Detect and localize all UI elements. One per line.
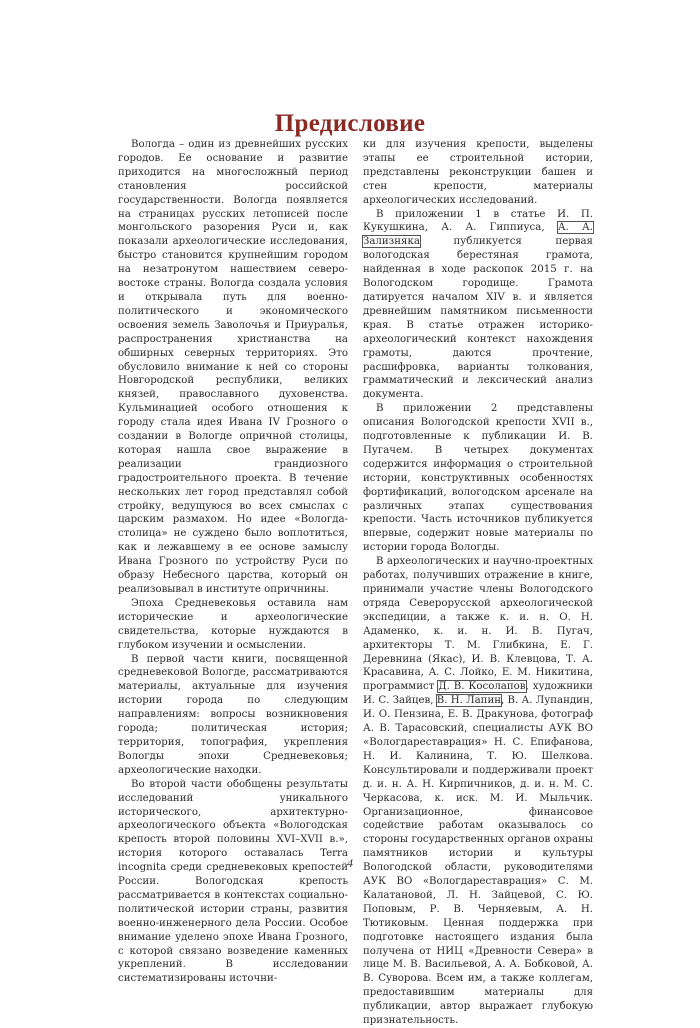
page-number: 4	[347, 856, 353, 870]
text-run: В приложении 1 в статье И. П. Кукушкина, А. А. Гиппиуса,	[363, 208, 593, 234]
text-run: В археологических и научно-проектных работах, получивших отражение в книге, принимали участие члены Вологодского отряда Северорусской археологической экспедиции, а также к. и. н. О. Н. Адаменко, к. и. н. И. В. Пугач, архитекторы Т. М. Глибкина, Е. Г. Деревнина (Якас), И. В. Клевцова, Т. А. Красавина, А. С. Лойко, Е. М. Никитина, программист	[363, 556, 593, 693]
page-title: Предисловие	[274, 109, 426, 137]
paragraph	[363, 555, 593, 1028]
text-run: публикуется первая вологодская берестяная грамота, найденная в ходе раскопок 2015 г. на Вологодском городище. Грамота датируется началом XIV в. и является древнейшим памятником письменности края. В статье отражен историко-археологический контекст нахождения грамоты, даются прочтение, расшифровка, варианты толкования, грамматический и лексический анализ документа.	[363, 236, 593, 401]
memorial-name-box: А. А. Зализняка	[363, 222, 593, 248]
paragraph: Вологда – один из древнейших русских городов. Ее основание и развитие приходится на многосложный период становления российской государственности. Вологда появляется на страницах русских летописей после монгольского разорения Руси и, как показали археологические исследования, быстро становится крупнейшим городом на незатронутом нашествием северо-востоке страны. Вологда создала условия и открывала путь для военно-политического и экономического освоения земель Заволочья и Приуралья, распространения христианства на обширных северных территориях. Это обусловило внимание к ней со стороны Новгородской республики, великих князей, православного духовенства. Кульминацией особого отношения к городу стала идея Ивана IV Грозного о создании в Вологде опричной столицы, которая нашла свое выражение в реализации грандиозного градостроительного проекта. В течение нескольких лет город представлял собой стройку, ведущуюся во всех смыслах с царским размахом. Но идее «Вологда-столица» не суждено было воплотиться, как и лежавшему в ее основе замыслу Ивана Грозного по устройству Руси по образу Небесного царства, который он реализовывал в институте опричнины.	[118, 139, 348, 595]
memorial-name-box: В. Н. Лапин	[436, 695, 502, 707]
paragraph: В приложении 2 представлены описания Вологодской крепости XVII в., подготовленные к публикации И. В. Пугачем. В четырех документах содержится информация о строительной истории, конструктивных особенностях фортификаций, вологодском арсенале на различных этапах существования крепости. Часть источников публикуется впервые, содержит новые материалы по истории города Вологды.	[363, 403, 593, 554]
paragraph: Эпоха Средневековья оставила нам исторические и археологические свидетельства, которые нуждаются в глубоком изучении и осмыслении.	[118, 597, 348, 651]
paragraph: ки для изучения крепости, выделены этапы ее строительной истории, представлены реконструкции башен и стен крепости, материалы археологических исследований.	[363, 139, 593, 206]
right-column	[363, 138, 593, 1028]
paragraph: В первой части книги, посвященной средневековой Вологде, рассматриваются материалы, актуальные для изучения истории города по следующим направлениям: вопросы возникновения города; политическая история; территория, топография, укрепления Вологды эпохи Средневековья; археологические находки.	[118, 653, 348, 776]
memorial-name-box: Д. В. Косолапов	[438, 681, 526, 693]
text-run: , В. А. Лупандин, И. О. Пензина, Е. В. Дракунова, фотограф А. В. Тарасовский, специалисты АУК ВО «Вологдареставрация» Н. С. Епифанова, Н. И. Калинина, Т. Ю. Шелкова. Консультировали и поддерживали проект д. и. н. А. Н. Кирпичников, д. и. н. М. С. Черкасова, к. иск. М. И. Мыльчик. Организационное, финансовое содействие работам оказывалось со стороны государственных органов охраны памятников истории и культуры Вологодской области, руководителями АУК ВО «Вологдареставрация» С. М. Калатановой, Л. Н. Зайцевой, С. Ю. Поповым, Р. В. Черняевым, А. Н. Тютиковым. Ценная поддержка при подготовке настоящего издания была получена от НИЦ «Древности Севера» в лице М. В. Васильевой, А. А. Бобковой, А. В. Суворова. Всем им, а также коллегам, предоставившим материалы для публикации, автор выражает глубокую признательность.	[363, 695, 593, 1027]
paragraph	[363, 208, 593, 403]
text-run: , художники И. С. Зайцев,	[363, 681, 593, 707]
paragraph: Во второй части обобщены результаты исследований уникального исторического, архитектурно-археологического объекта «Вологодская крепость второй половины XVI–XVII в.», история которого оставалась Terra incognita среди средневековых крепостей России. Вологодская крепость рассматривается в контекстах социально-политической истории страны, развития военно-инженерного дела России. Особое внимание уделено эпохе Ивана Грозного, с которой связано возведение каменных укреплений. В исследовании систематизированы источни-	[118, 778, 348, 985]
